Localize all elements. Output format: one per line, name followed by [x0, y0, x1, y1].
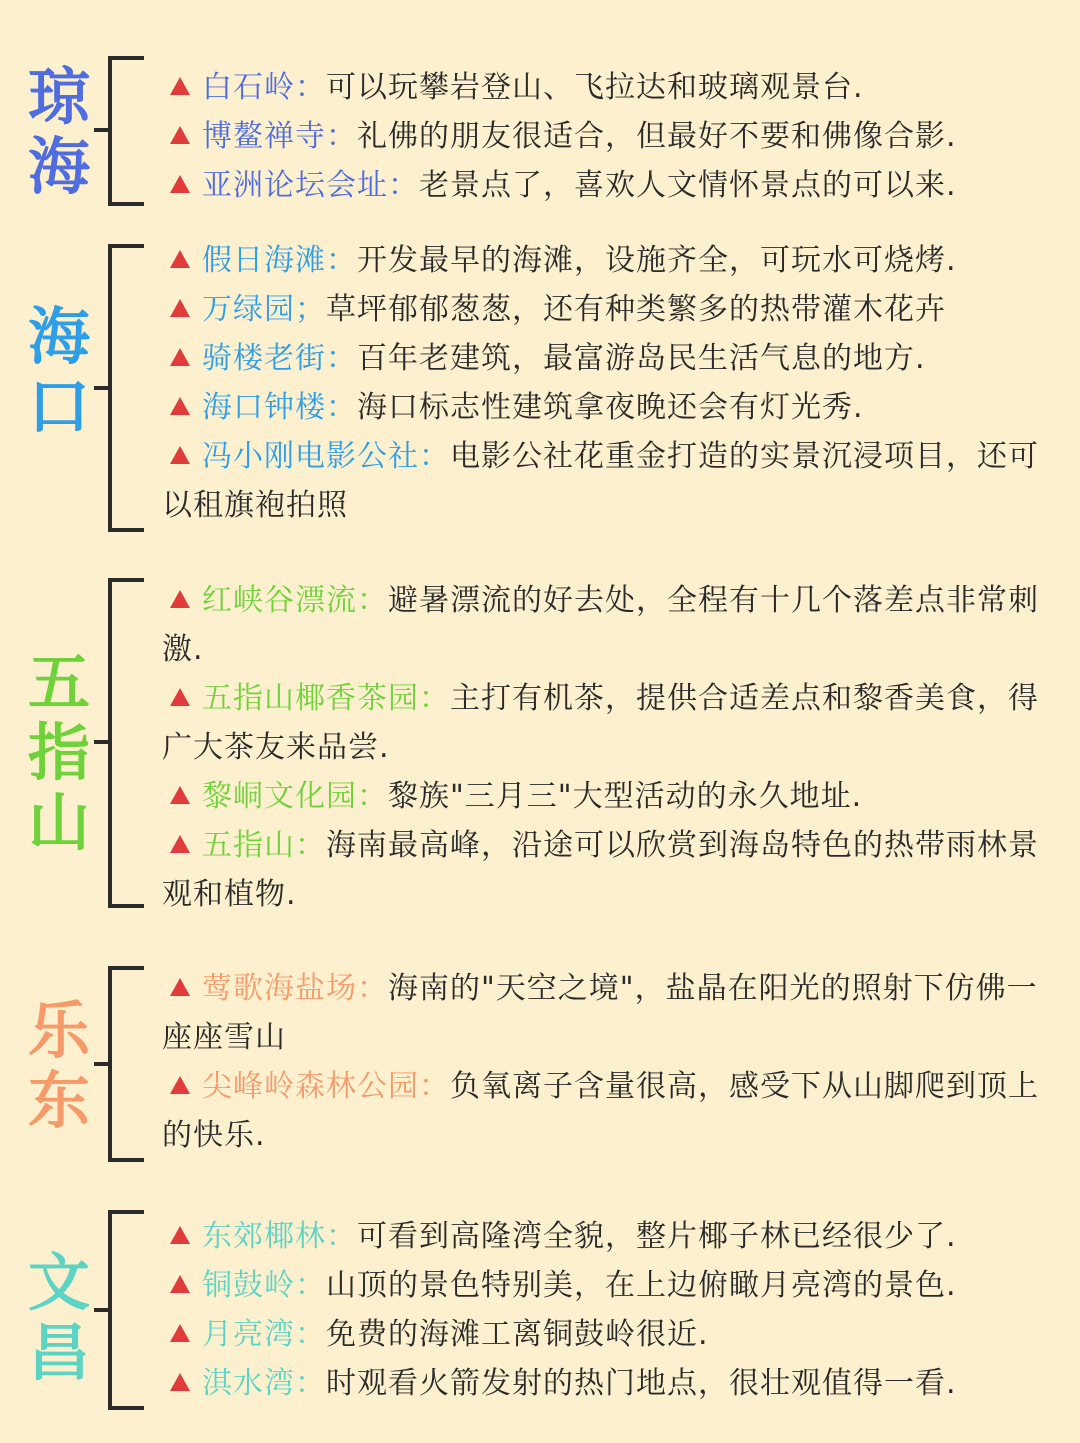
- triangle-icon: [170, 299, 190, 317]
- list-item: 东郊椰林：可看到高隆湾全貌，整片椰子林已经很少了.: [162, 1212, 1042, 1261]
- spot-list: [162, 1212, 1042, 1408]
- triangle-icon: [170, 1226, 190, 1244]
- list-item: 莺歌海盐场：海南的"天空之境"，盐晶在阳光的照射下仿佛一座座雪山: [162, 971, 1038, 1055]
- triangle-icon: [170, 1373, 190, 1391]
- triangle-icon: [170, 978, 190, 996]
- spot-list: [162, 576, 1042, 919]
- spot-list: [162, 63, 1042, 210]
- triangle-icon: [170, 835, 190, 853]
- triangle-icon: [170, 126, 190, 144]
- triangle-icon: [170, 1076, 190, 1094]
- list-item: 假日海滩：开发最早的海滩，设施齐全，可玩水可烧烤.: [162, 236, 1042, 285]
- bracket: [108, 1210, 144, 1410]
- list-item: 尖峰岭森林公园：负氧离子含量很高，感受下从山脚爬到顶上的快乐.: [162, 1069, 1039, 1153]
- region-label: 乐 东: [27, 994, 90, 1137]
- triangle-icon: [170, 1275, 190, 1293]
- list-item: 淇水湾：时观看火箭发射的热门地点，很壮观值得一看.: [162, 1359, 1042, 1408]
- region-label: 文 昌: [27, 1246, 90, 1389]
- list-item: 万绿园；草坪郁郁葱葱，还有种类繁多的热带灌木花卉: [162, 285, 1042, 334]
- bracket: [108, 56, 144, 206]
- triangle-icon: [170, 688, 190, 706]
- list-item: 月亮湾：免费的海滩工离铜鼓岭很近.: [162, 1310, 1042, 1359]
- bracket: [108, 966, 144, 1162]
- region-label: 海 口: [27, 300, 90, 443]
- triangle-icon: [170, 77, 190, 95]
- list-item: 黎峒文化园：黎族"三月三"大型活动的永久地址.: [162, 772, 1042, 821]
- bracket: [108, 244, 144, 532]
- list-item: 亚洲论坛会址：老景点了，喜欢人文情怀景点的可以来.: [162, 161, 1042, 210]
- bracket: [108, 578, 144, 908]
- triangle-icon: [170, 786, 190, 804]
- triangle-icon: [170, 397, 190, 415]
- list-item: 红峡谷漂流：避暑漂流的好去处，全程有十几个落差点非常刺激.: [162, 583, 1039, 667]
- region-label: 琼 海: [27, 60, 90, 203]
- list-item: 冯小刚电影公社：电影公社花重金打造的实景沉浸项目，还可以租旗袍拍照: [162, 439, 1039, 523]
- triangle-icon: [170, 348, 190, 366]
- list-item: 博鳌禅寺：礼佛的朋友很适合，但最好不要和佛像合影.: [162, 112, 1042, 161]
- triangle-icon: [170, 175, 190, 193]
- region-label: 五 指 山: [27, 646, 90, 859]
- triangle-icon: [170, 590, 190, 608]
- list-item: 海口钟楼：海口标志性建筑拿夜晚还会有灯光秀.: [162, 383, 1042, 432]
- list-item: 铜鼓岭：山顶的景色特别美，在上边俯瞰月亮湾的景色.: [162, 1261, 1042, 1310]
- list-item: 骑楼老街：百年老建筑，最富游岛民生活气息的地方.: [162, 334, 1042, 383]
- list-item: 白石岭：可以玩攀岩登山、飞拉达和玻璃观景台.: [162, 63, 1042, 112]
- list-item: 五指山椰香茶园：主打有机茶，提供合适差点和黎香美食，得广大茶友来品尝.: [162, 681, 1039, 765]
- triangle-icon: [170, 1324, 190, 1342]
- list-item: 五指山：海南最高峰，沿途可以欣赏到海岛特色的热带雨林景观和植物.: [162, 828, 1039, 912]
- spot-list: [162, 236, 1042, 530]
- triangle-icon: [170, 446, 190, 464]
- triangle-icon: [170, 250, 190, 268]
- spot-list: [162, 964, 1042, 1160]
